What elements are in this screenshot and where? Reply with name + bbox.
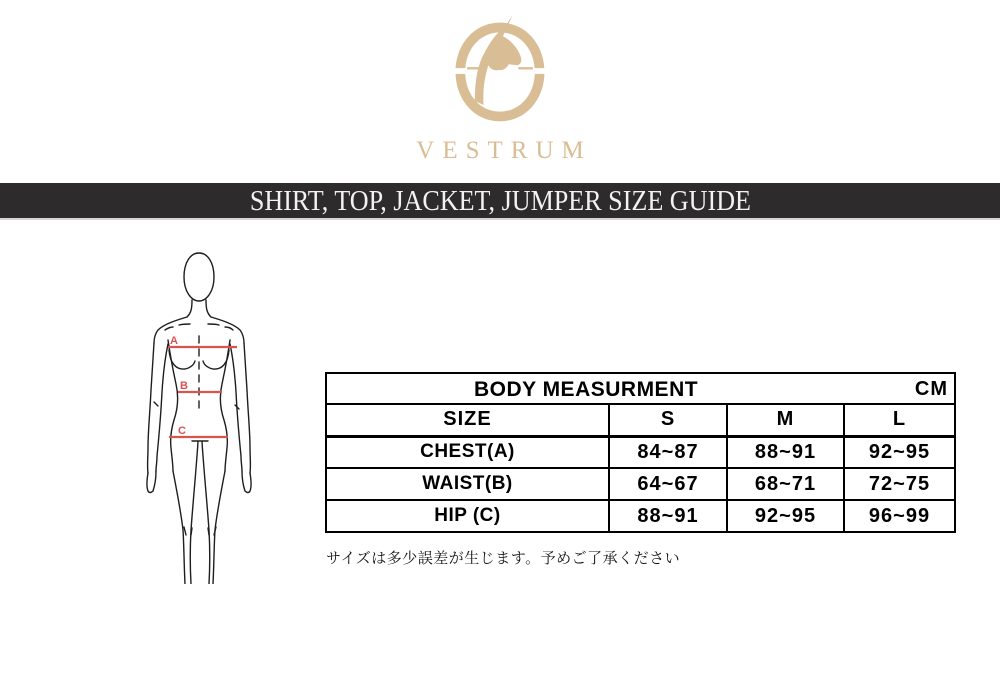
size-disclaimer-note: サイズは多少誤差が生じます。予めご了承ください [326, 550, 681, 567]
table-title-row [326, 373, 955, 404]
chest-s: 84~87 [609, 436, 727, 468]
column-s: S [609, 404, 727, 436]
column-l: L [844, 404, 955, 436]
hip-line-label: C [178, 425, 186, 437]
chest-line-label: A [170, 335, 178, 347]
waist-l: 72~75 [844, 468, 955, 500]
table-row-waist [326, 468, 955, 500]
chest-m: 88~91 [727, 436, 844, 468]
row-label-hip: HIP (C) [326, 500, 609, 532]
hip-m: 92~95 [727, 500, 844, 532]
table-title: BODY MEASURMENT [473, 378, 699, 401]
chest-l: 92~95 [844, 436, 955, 468]
size-table [325, 372, 956, 533]
waist-m: 68~71 [727, 468, 844, 500]
banner-title: SHIRT, TOP, JACKET, JUMPER SIZE GUIDE [249, 185, 751, 217]
table-header-row [326, 404, 955, 436]
row-label-chest: CHEST(A) [326, 436, 609, 468]
female-body-outline [147, 253, 251, 584]
size-guide-banner [0, 183, 1000, 220]
brand-wordmark: VESTRUM [416, 137, 592, 164]
hip-l: 96~99 [844, 500, 955, 532]
measurement-lines [168, 335, 237, 437]
row-label-waist: WAIST(B) [326, 468, 609, 500]
table-row-chest [326, 436, 955, 468]
vestrum-horse-logo-icon [442, 13, 558, 129]
size-table-section [325, 372, 955, 533]
waist-line-label: B [180, 380, 188, 392]
waist-s: 64~67 [609, 468, 727, 500]
body-measurement-diagram [140, 240, 310, 584]
table-unit: CM [914, 378, 948, 400]
table-row-hip [326, 500, 955, 532]
size-header: SIZE [326, 404, 609, 436]
hip-s: 88~91 [609, 500, 727, 532]
column-m: M [727, 404, 844, 436]
